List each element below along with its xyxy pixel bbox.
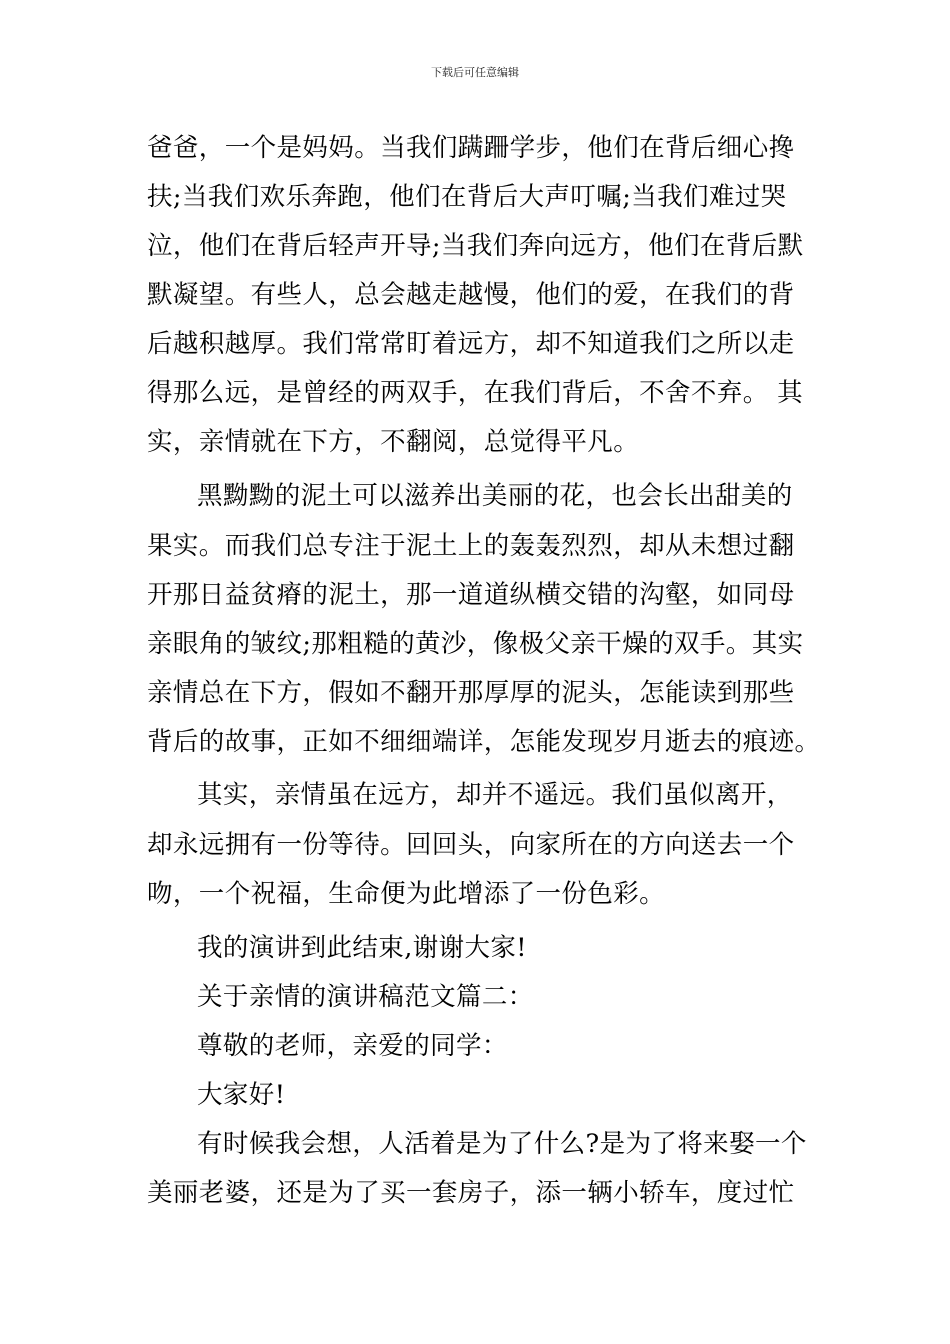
text-line: 背后的故事，正如不细细端详，怎能发现岁月逝去的痕迹。 [147,727,821,757]
paragraph-first-line: 黑黝黝的泥土可以滋养出美丽的花，也会长出甜美的 [197,481,793,511]
text-line: 开那日益贫瘠的泥土，那一道道纵横交错的沟壑，如同母 [147,580,795,610]
greeting-line: 大家好! [197,1080,286,1110]
text-line: 美丽老婆，还是为了买一套房子，添一辆小轿车，度过忙 [147,1178,795,1208]
text-line: 吻，一个祝福，生命便为此增添了一份色彩。 [147,879,666,909]
text-line: 扶;当我们欢乐奔跑，他们在背后大声叮嘱;当我们难过哭 [147,182,787,212]
section-title: 关于亲情的演讲稿范文篇二： [197,982,534,1012]
paragraph-first-line: 其实，亲情虽在远方，却并不遥远。我们虽似离开， [197,780,793,810]
text-line: 亲情总在下方，假如不翻开那厚厚的泥头，怎能读到那些 [147,678,795,708]
text-line: 爸爸，一个是妈妈。当我们蹒跚学步，他们在背后细心搀 [147,133,795,163]
text-line: 默凝望。有些人，总会越走越慢，他们的爱，在我们的背 [147,280,795,310]
text-line: 亲眼角的皱纹;那粗糙的黄沙，像极父亲干燥的双手。其实 [147,629,804,659]
paragraph-first-line: 有时候我会想，人活着是为了什么?是为了将来娶一个 [197,1129,807,1159]
text-line: 后越积越厚。我们常常盯着远方，却不知道我们之所以走 [147,329,795,359]
closing-line: 我的演讲到此结束,谢谢大家! [197,933,527,963]
text-line: 泣，他们在背后轻声开导;当我们奔向远方，他们在背后默 [147,231,804,261]
salutation-line: 尊敬的老师，亲爱的同学： [197,1031,508,1061]
text-line: 得那么远，是曾经的两双手，在我们背后，不舍不弃。 其 [147,378,804,408]
text-line: 果实。而我们总专注于泥土上的轰轰烈烈，却从未想过翻 [147,531,795,561]
page-header: 下载后可任意编辑 [431,66,519,79]
text-line: 却永远拥有一份等待。回回头，向家所在的方向送去一个 [147,830,795,860]
text-line: 实，亲情就在下方，不翻阅，总觉得平凡。 [147,427,640,457]
